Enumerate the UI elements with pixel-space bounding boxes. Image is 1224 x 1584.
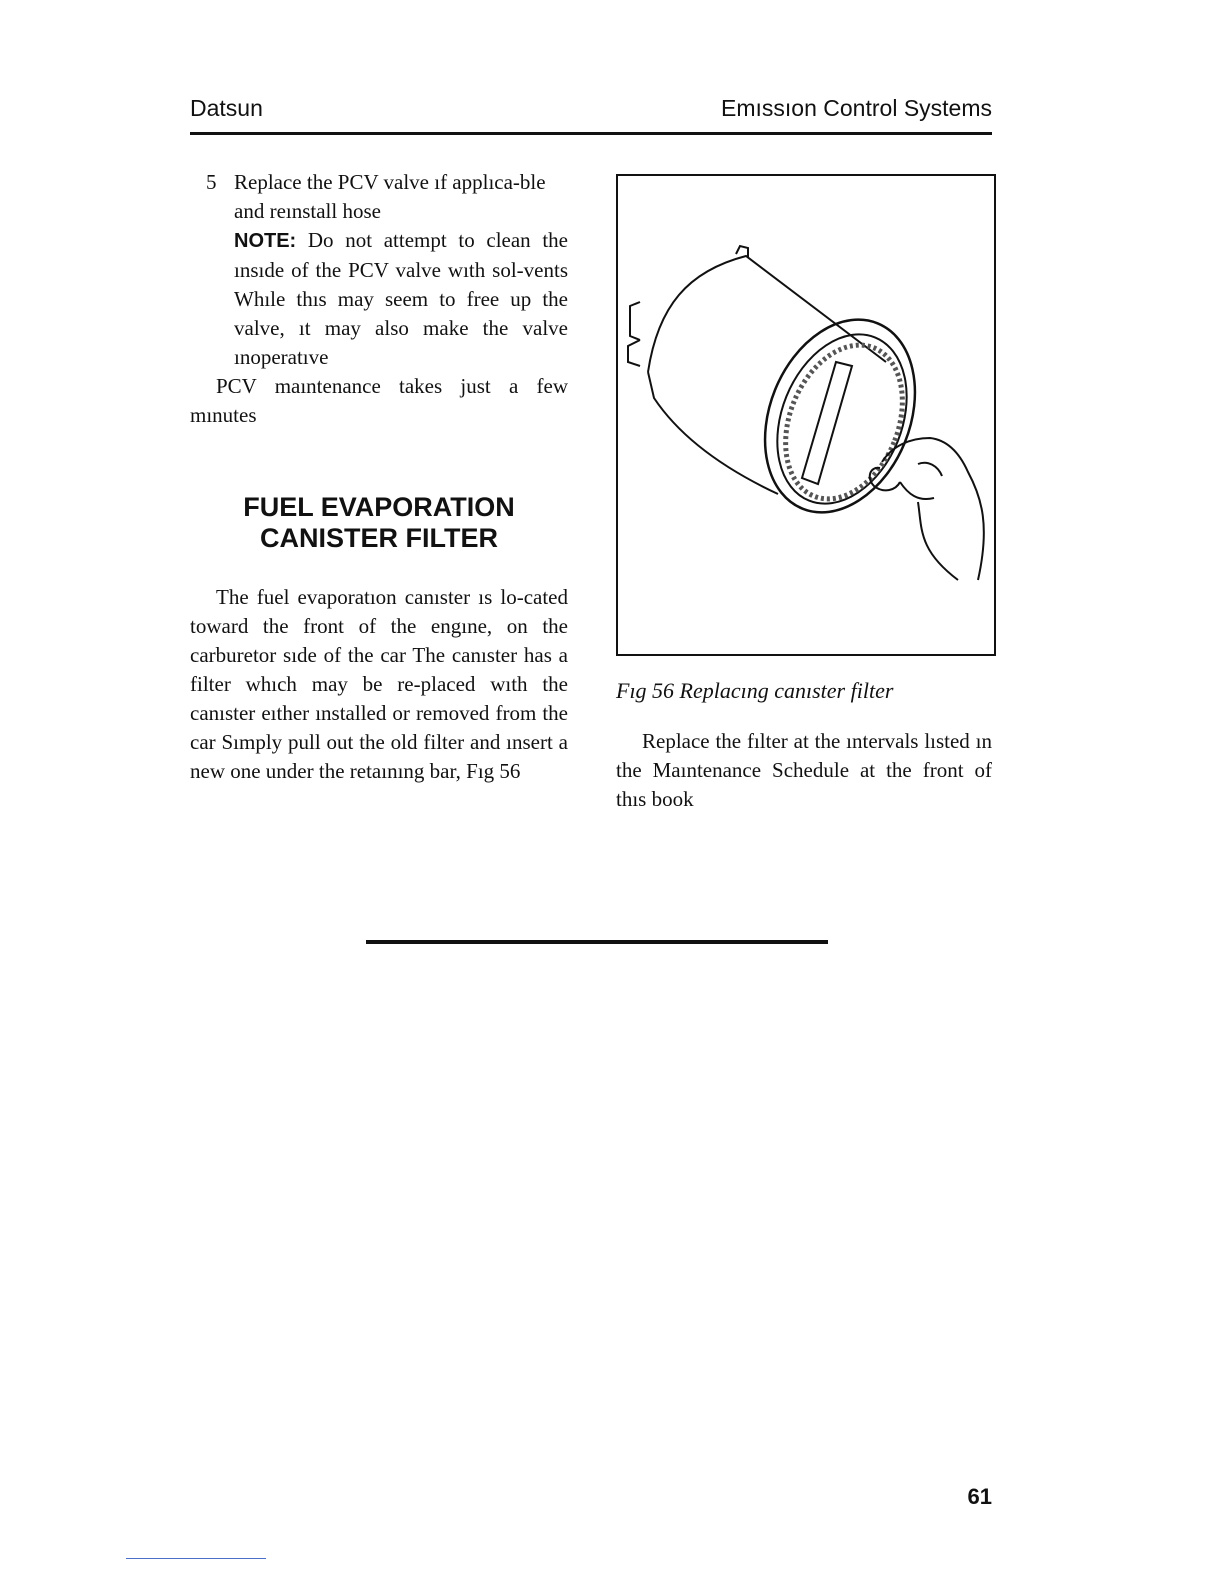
pcv-maintenance-paragraph: PCV maıntenance takes just a few mınutes [190,374,568,427]
note [190,226,568,372]
heading-line-2: CANISTER FILTER [260,523,498,553]
figure-caption: Fıg 56 Replacıng canıster filter [616,678,894,703]
heading-line-1: FUEL EVAPORATION [243,492,515,522]
note-label: NOTE: [234,230,297,252]
replace-interval-paragraph: Replace the fılter at the ıntervals lısted ın the Maıntenance Schedule at the front of thıs book [616,729,992,811]
step-5 [190,168,568,226]
left-column [190,168,568,430]
section-end-rule [366,940,828,944]
canister-paragraph: The fuel evaporatıon canıster ıs lo-cated toward the front of the engıne, on the carburetor sıde of the car The canıster has a filter whıch may be re-placed wıth the canıster eıther ınstalled or removed from the car Sımply pull out the old filter and ınsert a new one under the retaınıng bar, Fıg 56 [190,585,568,783]
right-paragraph-block [616,727,992,814]
step-number: 5 [206,170,217,194]
header-chapter-title: Emıssıon Control Systems [721,95,992,121]
canister-illustration [618,176,994,654]
header-book-title: Datsun [190,95,263,121]
step-text: Replace the PCV valve ıf applıca-ble and reınstall hose [234,170,546,223]
scan-edge-line [126,1558,266,1559]
note-text: Do not attempt to clean the ınsıde of the PCV valve wıth sol-vents Whıle thıs may seem to free up the valve, ıt may also make the valve ınoperatıve [234,228,568,369]
page-number: 61 [967,1484,992,1509]
figure-box [616,174,996,656]
running-header [190,95,992,131]
header-rule [190,132,992,135]
canister-paragraph-block [190,583,568,786]
section-heading [190,492,568,554]
